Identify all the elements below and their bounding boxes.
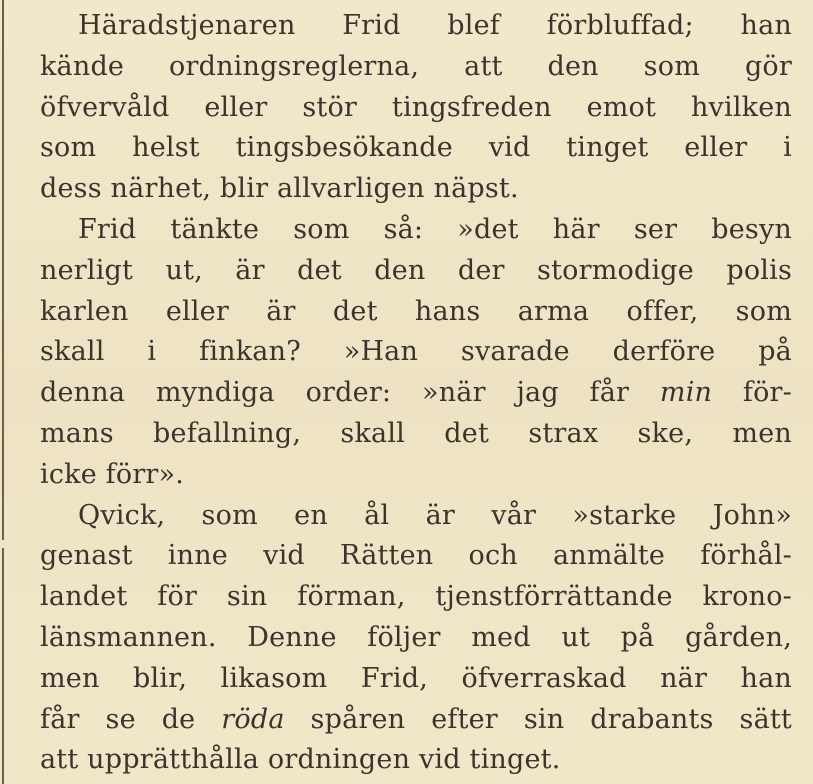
text-line: icke förr». xyxy=(40,458,185,490)
text-line: men blir, likasom Frid, öfverraskad när han xyxy=(40,662,792,694)
text-line: kände ordningsreglerna, att den som gör xyxy=(40,50,792,82)
text-line: som helst tingsbesökande vid tinget eller i xyxy=(40,132,792,164)
text-line-with-emphasis: denna myndiga order: »när jag får min för- xyxy=(40,377,792,409)
text-line: karlen eller är det hans arma offer, som xyxy=(40,295,792,327)
text-line: länsmannen. Denne följer med ut på gården, xyxy=(40,621,792,653)
text-line: genast inne vid Rätten och anmälte förhål- xyxy=(40,540,792,572)
text-line: att upprätthålla ordningen vid tinget. xyxy=(40,744,561,776)
text-line: Frid tänkte som så: »det här ser besyn xyxy=(78,213,792,245)
text-line: landet för sin förman, tjenstförrättande krono- xyxy=(40,581,792,613)
text-line: dess närhet, blir allvarligen näpst. xyxy=(40,173,519,205)
column-rule-bottom xyxy=(2,548,4,784)
text-line: öfvervåld eller stör tingsfreden emot hvilken xyxy=(40,91,792,123)
column-rule-top xyxy=(2,0,4,540)
text-line: Qvick, som en ål är vår »starke John» xyxy=(78,499,792,531)
text-line: skall i finkan? »Han svarade derföre på xyxy=(40,336,792,368)
text-line: mans befallning, skall det strax ske, men xyxy=(40,417,792,449)
text-line-with-emphasis: får se de röda spåren efter sin drabants sätt xyxy=(40,703,792,735)
emphasized-word: min xyxy=(659,377,713,409)
emphasized-word: röda xyxy=(221,703,285,735)
article-column xyxy=(40,6,792,781)
text-line: Häradstjenaren Frid blef förbluffad; han xyxy=(78,10,792,41)
text-line: nerligt ut, är det den der stormodige polis xyxy=(40,254,792,286)
